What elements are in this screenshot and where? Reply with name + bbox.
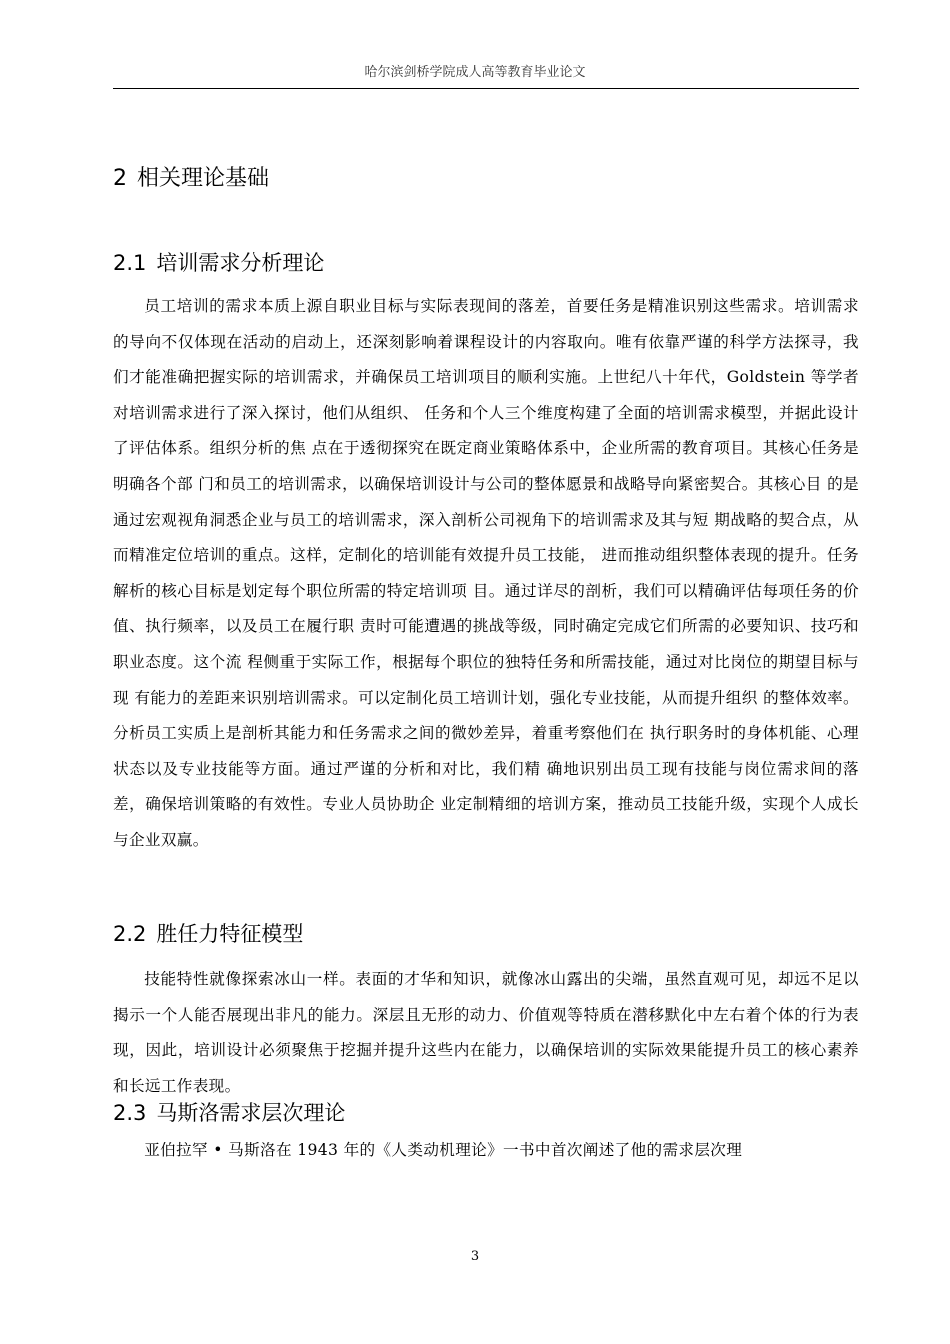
section-number: 2.1 (113, 251, 147, 275)
chapter-title-text: 相关理论基础 (137, 166, 270, 191)
section-2-1-paragraph: 员工培训的需求本质上源自职业目标与实际表现间的落差，首要任务是精准识别这些需求。培训需求的导向不仅体现在活动的启动上，还深刻影响着课程设计的内容取向。唯有依靠严谨的科学方法探寻，我们才能准确把握实际的培训需求，并确保员工培训项目的顺利实施。上世纪八十年代，Goldstein 等学者对培训需求进行了深入探讨，他们从组织、 任务和个人三个维度构建了全面的培训需求模型，并据此设计了评估体系。组织分析的焦 点在于透彻探究在既定商业策略体系中，企业所需的教育项目。其核心任务是明确各个部 门和员工的培训需求，以确保培训设计与公司的整体愿景和战略导向紧密契合。其核心目 的是通过宏观视角洞悉企业与员工的培训需求，深入剖析公司视角下的培训需求及其与短 期战略的契合点，从而精准定位培训的重点。这样，定制化的培训能有效提升员工技能， 进而推动组织整体表现的提升。任务解析的核心目标是划定每个职位所需的特定培训项 目。通过详尽的剖析，我们可以精确评估每项任务的价值、执行频率，以及员工在履行职 责时可能遭遇的挑战等级，同时确定完成它们所需的必要知识、技巧和职业态度。这个流 程侧重于实际工作，根据每个职位的独特任务和所需技能，通过对比岗位的期望目标与现 有能力的差距来识别培训需求。可以定制化员工培训计划，强化专业技能，从而提升组织 的整体效率。分析员工实质上是剖析其能力和任务需求之间的微妙差异，着重考察他们在 执行职务时的身体机能、心理状态以及专业技能等方面。通过严谨的分析和对比，我们精 确地识别出员工现有技能与岗位需求间的落差，确保培训策略的有效性。专业人员协助企 业定制精细的培训方案，推动员工技能升级，实现个人成长与企业双赢。 (113, 297, 859, 849)
section-number: 2.3 (113, 1101, 147, 1125)
section-heading-2-3 (113, 1097, 345, 1129)
header-divider (113, 88, 859, 89)
page-number: 3 (470, 1249, 480, 1264)
section-2-3-paragraph: 亚伯拉罕 • 马斯洛在 1943 年的《人类动机理论》一书中首次阐述了他的需求层次理 (144, 1141, 743, 1159)
section-title-text: 胜任力特征模型 (156, 922, 304, 946)
page-header: 哈尔滨剑桥学院成人高等教育毕业论文 (364, 65, 586, 80)
chapter-number: 2 (113, 166, 127, 191)
section-heading-2-1 (113, 247, 324, 279)
section-title-text: 马斯洛需求层次理论 (156, 1101, 346, 1125)
section-number: 2.2 (113, 922, 147, 946)
section-heading-2-2 (113, 918, 303, 950)
chapter-title (113, 162, 269, 196)
section-2-2-paragraph: 技能特性就像探索冰山一样。表面的才华和知识，就像冰山露出的尖端，虽然直观可见，却远不足以揭示一个人能否展现出非凡的能力。深层且无形的动力、价值观等特质在潜移默化中左右着个体的行为表现，因此，培训设计必须聚焦于挖掘并提升这些内在能力，以确保培训的实际效果能提升员工的核心素养和长远工作表现。 (113, 970, 859, 1095)
section-title-text: 培训需求分析理论 (156, 251, 325, 275)
